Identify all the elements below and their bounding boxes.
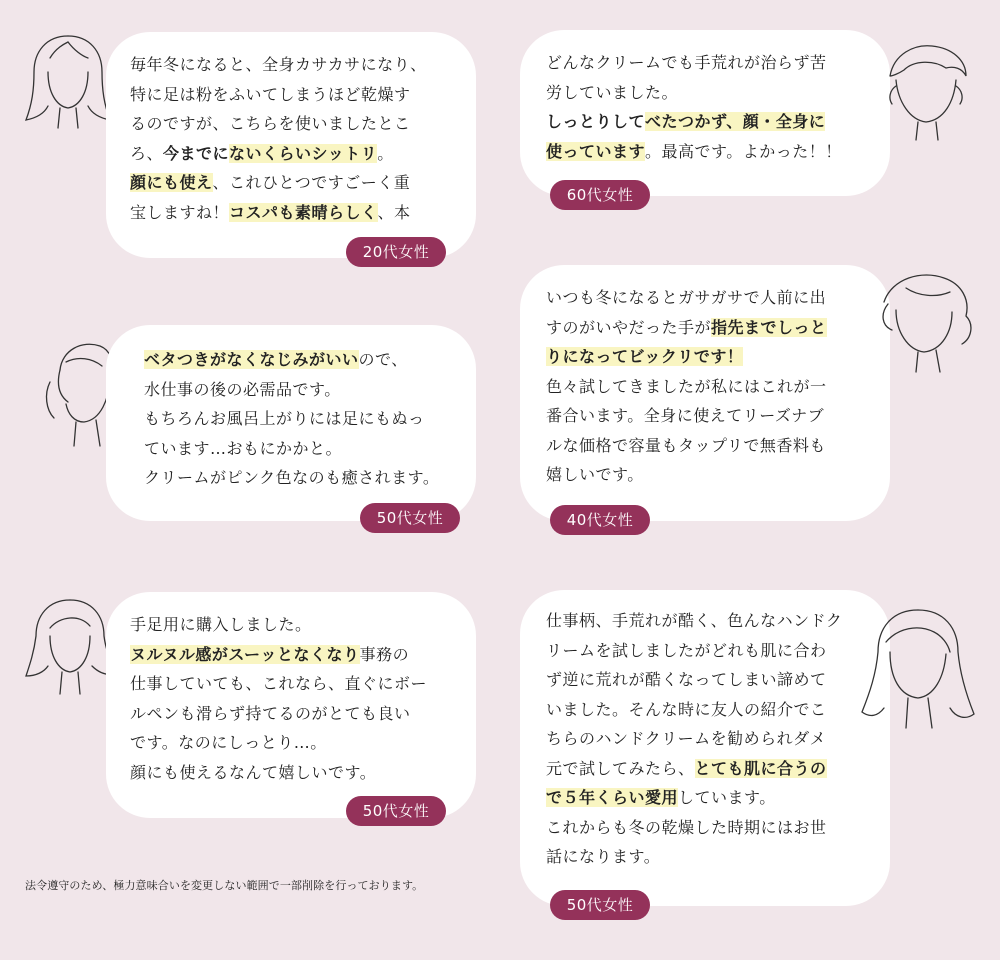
review-phrase: 、本 (377, 202, 411, 222)
review-phrase: 特に足は粉をふいてしまうほど乾燥す (130, 84, 411, 104)
review-line (546, 313, 827, 343)
review-phrase: です。なのにしっとり…。 (130, 733, 327, 752)
review-phrase: るのですが、こちらを使いましたとこ (130, 114, 411, 133)
review-line (130, 50, 427, 80)
review-line (546, 107, 842, 137)
review-line (546, 137, 842, 167)
review-line (546, 724, 842, 754)
review-phrase: どんなクリームでも手荒れが治らず苦 (546, 53, 827, 72)
review-card (106, 32, 476, 261)
review-text (130, 610, 427, 787)
review-line (144, 434, 439, 464)
review-line (130, 198, 427, 228)
review-phrase: もちろんお風呂上がりには足にもぬっ (144, 409, 425, 428)
review-line (144, 463, 439, 493)
review-line (546, 695, 842, 725)
highlighted-phrase: べたつかず、顔・全身に (645, 112, 826, 131)
review-phrase: これからも冬の乾燥した時期にはお世 (546, 817, 827, 837)
review-phrase: いつも冬になるとガサガサで人前に出 (546, 288, 827, 307)
review-phrase: ので、 (358, 350, 408, 369)
age-badge: 50代女性 (346, 796, 446, 826)
review-phrase: しています。 (678, 788, 776, 807)
review-phrase: 、これひとつですごーく重 (212, 173, 411, 192)
review-card (106, 592, 476, 818)
review-line (546, 665, 842, 695)
review-phrase: 宝しますね！ (130, 202, 230, 222)
review-phrase: 。 (377, 143, 394, 163)
review-line (546, 606, 842, 636)
review-card (106, 325, 476, 527)
review-text (144, 345, 439, 493)
review-line (546, 636, 842, 666)
review-line (546, 431, 827, 461)
age-badge: 40代女性 (550, 505, 650, 535)
highlighted-phrase: 指先までしっと (711, 317, 827, 337)
age-badge: 60代女性 (550, 180, 650, 210)
review-phrase: すのがいやだった手が (546, 317, 712, 337)
review-phrase: 手足用に購入しました。 (130, 615, 312, 634)
review-phrase: 話になります。 (546, 847, 661, 866)
review-line (546, 842, 842, 872)
woman-face-icon (866, 268, 986, 378)
review-phrase: 元で試してみたら、 (546, 758, 695, 778)
review-line (546, 48, 842, 78)
highlighted-phrase: ないくらいシットリ (229, 143, 378, 163)
review-line (144, 404, 439, 434)
highlighted-phrase: で５年くらい愛用 (546, 788, 679, 807)
review-phrase: ちらのハンドクリームを勧められダメ (546, 729, 827, 748)
woman-face-icon (18, 28, 118, 148)
review-phrase: 顔にも使えるなんて嬉しいです。 (130, 762, 377, 782)
review-text (546, 283, 827, 490)
review-line (130, 758, 427, 788)
review-phrase: リームを試しましたがどれも肌に合わ (546, 640, 827, 660)
review-text (546, 48, 842, 166)
highlighted-phrase: 顔にも使え (130, 173, 213, 192)
review-phrase: ています…おもにかかと。 (144, 438, 343, 458)
review-phrase: 事務の (359, 644, 410, 664)
review-line (130, 640, 427, 670)
woman-face-icon (20, 594, 120, 704)
review-text (130, 50, 427, 227)
woman-face-icon (848, 602, 988, 742)
review-line (546, 460, 827, 490)
review-line (130, 109, 427, 139)
review-phrase: クリームがピンク色なのも癒されます。 (144, 468, 440, 487)
age-badge: 20代女性 (346, 237, 446, 267)
review-line (546, 372, 827, 402)
highlighted-phrase: ベタつきがなくなじみがいい (144, 350, 359, 369)
review-line (130, 699, 427, 729)
review-line (546, 813, 842, 843)
review-card (520, 590, 890, 914)
highlighted-phrase: とても肌に合うの (694, 758, 827, 778)
woman-face-icon (870, 36, 980, 146)
review-line (130, 728, 427, 758)
review-phrase: 。最高です。よかった！！ (645, 141, 842, 161)
legal-footnote: 法令遵守のため、極力意味合いを変更しない範囲で一部削除を行っております。 (25, 879, 424, 892)
review-phrase: 色々試してきましたが私にはこれが一 (546, 376, 827, 396)
review-line (144, 375, 439, 405)
bold-phrase: しっとりして (546, 112, 646, 131)
review-phrase: 水仕事の後の必需品です。 (144, 379, 341, 399)
bold-phrase: 今までに (163, 143, 230, 163)
review-phrase: 労していました。 (546, 82, 679, 102)
review-phrase: 仕事していても、これなら、直ぐにボー (130, 674, 428, 693)
highlighted-phrase: 使っています (546, 141, 646, 161)
review-phrase: 毎年冬になると、全身カサカサになり、 (130, 55, 427, 74)
review-line (546, 401, 827, 431)
review-phrase: 番合います。全身に使えてリーズナブ (546, 406, 825, 425)
review-card (520, 30, 890, 204)
review-line (130, 139, 427, 169)
highlighted-phrase: ヌルヌル感がスーッとなくなり (130, 644, 360, 664)
review-line (130, 80, 427, 110)
review-line (144, 345, 439, 375)
age-badge: 50代女性 (550, 890, 650, 920)
review-line (546, 783, 842, 813)
review-phrase: 仕事柄、手荒れが酷く、色んなハンドク (546, 611, 843, 630)
review-phrase: ず逆に荒れが酷くなってしまい諦めて (546, 670, 827, 689)
age-badge: 50代女性 (360, 503, 460, 533)
review-card (520, 265, 890, 529)
review-text (546, 606, 842, 872)
review-line (546, 283, 827, 313)
highlighted-phrase: りになってビックリです！ (546, 347, 744, 366)
review-phrase: ろ、 (130, 143, 164, 163)
review-line (546, 754, 842, 784)
review-line (130, 168, 427, 198)
review-phrase: ルな価格で容量もタップリで無香料も (546, 435, 826, 455)
review-line (130, 610, 427, 640)
review-line (130, 669, 427, 699)
review-line (546, 78, 842, 108)
review-phrase: ルペンも滑らず持てるのがとても良い (130, 703, 411, 723)
review-phrase: いました。そんな時に友人の紹介でこ (546, 699, 827, 719)
highlighted-phrase: コスパも素晴らしく (229, 202, 378, 222)
review-phrase: 嬉しいです。 (546, 465, 644, 484)
review-line (546, 342, 827, 372)
